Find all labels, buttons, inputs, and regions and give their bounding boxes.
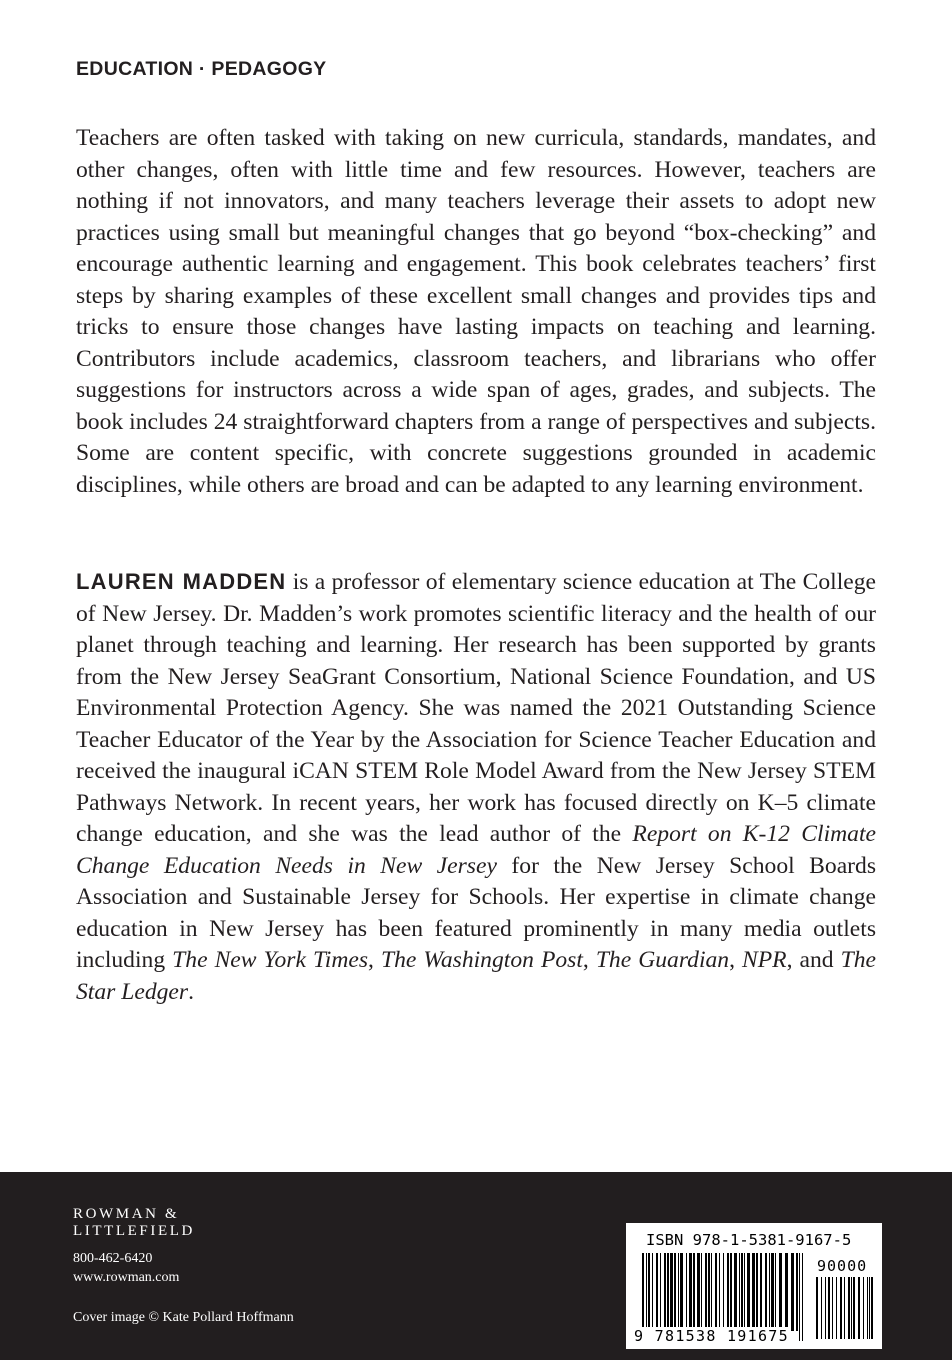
addon-bar [869, 1277, 870, 1339]
barcode-bar [756, 1253, 758, 1331]
separator: , [729, 947, 743, 973]
barcode-bar [771, 1253, 774, 1331]
addon-bar [828, 1277, 830, 1339]
addon-bar [816, 1277, 818, 1339]
barcode-bar [730, 1253, 732, 1331]
addon-bar [836, 1277, 837, 1339]
barcode-bar [799, 1253, 800, 1341]
barcode-bar [693, 1253, 695, 1331]
barcode-bar [739, 1253, 740, 1331]
isbn-label: ISBN 978-1-5381-9167-5 [646, 1231, 852, 1249]
barcode-bar [719, 1253, 720, 1331]
addon-bar [871, 1277, 873, 1339]
barcode-bar [727, 1253, 729, 1331]
barcode-addon-number: 90000 [817, 1257, 868, 1275]
addon-bar [853, 1277, 855, 1339]
addon-bar [848, 1277, 850, 1339]
barcode-bar [785, 1253, 788, 1331]
barcode-bar [705, 1253, 707, 1331]
barcode-bar [674, 1253, 676, 1331]
bio-end: . [188, 978, 194, 1005]
barcode-bar [667, 1253, 669, 1331]
barcode-bar [765, 1253, 767, 1331]
addon-bar [851, 1277, 852, 1339]
addon-bar [832, 1277, 833, 1339]
barcode-bar [656, 1253, 658, 1331]
barcode-bar [678, 1253, 679, 1331]
separator: , and [786, 947, 841, 973]
publisher-website: www.rowman.com [73, 1270, 180, 1285]
barcode-bar [769, 1253, 770, 1331]
barcode-bar [697, 1253, 700, 1331]
media-outlet: The Star Ledger [76, 947, 876, 1005]
publisher-phone: 800-462-6420 [73, 1251, 153, 1266]
book-description: Teachers are often tasked with taking on new curricula, standards, mandates, and other changes, often with little time and few resources. However, teachers are nothing if not innovators, and many teachers leverage their assets to adopt new practices using small but meaningful changes that go beyond “box-checking” and encourage authentic learning and engagement. This book celebrates teachers’ first steps by sharing examples of these excellent small changes and provides tips and tricks to ensure those changes have lasting impacts on teaching and learning. Contributors include academics, classroom teachers, and librarians who offer suggestions for instructors across a wide span of ages, grades, and subjects. The book includes 24 straightforward chapters from a range of perspectives and subjects. Some are content specific, with concrete suggestions grounded in academic disciplines, while others are broad and can be adapted to any learning environment. [76, 125, 876, 498]
barcode-bar [708, 1253, 710, 1331]
barcode-bar [760, 1253, 762, 1331]
addon-bar [867, 1277, 868, 1339]
media-outlet: The New York Times [172, 947, 369, 973]
barcode-bar [652, 1253, 653, 1331]
barcode-bar [715, 1253, 717, 1331]
barcode-bar [670, 1253, 673, 1331]
author-name: LAUREN MADDEN [76, 569, 287, 594]
addon-bar [825, 1277, 826, 1339]
barcode-bar [775, 1253, 776, 1331]
barcode-bar [796, 1253, 798, 1331]
addon-bar [840, 1277, 842, 1339]
barcode-bar [648, 1253, 650, 1331]
barcode-bar [701, 1253, 702, 1331]
media-outlet: The Guardian [595, 947, 730, 973]
media-outlet: The Washington Post [380, 947, 583, 973]
addon-bar [844, 1277, 845, 1339]
barcode-bar [646, 1253, 647, 1331]
barcode-bar [747, 1253, 750, 1331]
barcode-bar [744, 1253, 745, 1331]
cover-credit: Cover image © Kate Pollard Hoffmann [73, 1310, 294, 1325]
barcode-bar [686, 1253, 687, 1331]
report-title: Report on K-12 Climate Change Education Needs in New Jersey [76, 821, 876, 879]
addon-bar [863, 1277, 864, 1339]
publisher-logo-line-2: LITTLEFIELD [73, 1223, 195, 1239]
barcode-bar [711, 1253, 712, 1331]
barcode-bar [802, 1253, 803, 1341]
bio-text-1: is a professor of elementary science education at The College of New Jersey. Dr. Madden’s work promotes scientific literacy and the health of our planet through teaching and learning. Her research has been supported by grants from the New Jersey SeaGrant Consortium, National Science Foundation, and US Environmental Protection Agency. She was named the 2021 Outstanding Science Teacher Educator of the Year by the Association for Science Teacher Education and received the inaugural iCAN STEM Role Model Award from the New Jersey STEM Pathways Network. In recent years, her work has focused directly on K–5 climate change education, and she was the lead author of the [76, 569, 876, 847]
publisher-logo-line-1: ROWMAN & [73, 1206, 180, 1222]
category-label: EDUCATION · PEDAGOGY [76, 58, 327, 80]
footer-band [0, 1172, 952, 1360]
barcode-bar [779, 1253, 782, 1331]
addon-bar [858, 1277, 860, 1339]
barcode-bar [791, 1253, 794, 1331]
barcode-bar [664, 1253, 666, 1331]
media-outlet: NPR [742, 947, 787, 973]
barcode-bar [752, 1253, 755, 1331]
author-bio [76, 566, 876, 1008]
bio-text-2: for the New Jersey School Boards Association and Sustainable Jersey for Schools. Her expertise in climate change education in New Jersey has been featured prominently in many media outlets including [76, 852, 877, 973]
barcode-digits: 9 781538 191675 [634, 1327, 789, 1345]
addon-bar [821, 1277, 822, 1339]
separator: , [582, 947, 596, 973]
barcode-box [626, 1223, 882, 1349]
barcode-bar [689, 1253, 692, 1331]
separator: , [368, 947, 381, 973]
barcode-bar [660, 1253, 661, 1331]
barcode-bar [680, 1253, 683, 1331]
barcode-bar [734, 1253, 737, 1331]
barcode-bar [741, 1253, 743, 1331]
